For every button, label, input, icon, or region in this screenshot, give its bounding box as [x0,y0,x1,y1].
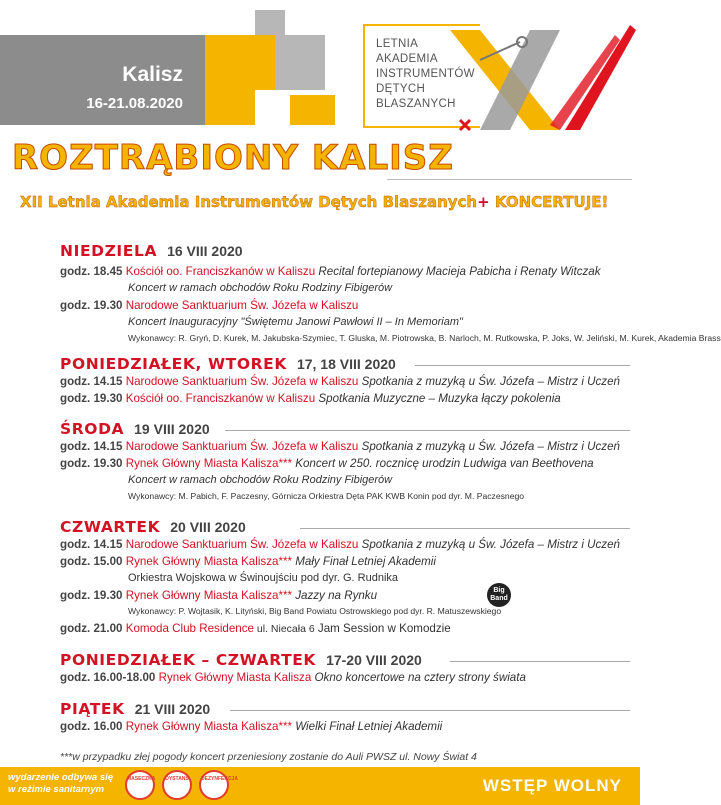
event-place: Narodowe Sanktuarium Św. Józefa w Kaliszu [125,538,359,551]
weather-note-mark: *** [278,589,292,602]
event-desc: Mały Finał Letniej Akademii [292,555,436,568]
event-desc: Jam Session w Komodzie [314,622,451,635]
distance-icon [162,770,192,800]
divider [415,365,630,366]
event-subline: Koncert w ramach obchodów Roku Rodziny Fibigerów [128,474,393,486]
event-desc: Koncert w 250. rocznicę urodzin Ludwiga van Beethovena [292,457,594,470]
event-desc: Spotkania z muzyką u Św. Józefa – Mistrz i Uczeń [358,375,620,388]
day-date: 17-20 VIII 2020 [326,652,422,668]
event-time: godz. 14.15 [60,440,123,453]
event-row [60,265,601,278]
free-entry: WSTĘP WOLNY [482,776,622,795]
city-box [0,35,205,125]
subtitle-plus: + [477,193,490,211]
mask-icon [125,770,155,800]
event-time: godz. 16.00 [60,720,123,733]
decor-square [275,35,325,90]
event-address: ul. Niecała 6 [254,623,315,635]
subtitle [20,193,608,211]
day-heading [60,355,396,373]
badge-label: DYSTANS [165,776,189,782]
performers: Wykonawcy: M. Pabich, F. Paczesny, Górnicza Orkiestra Dęta PAK KWB Konin pod dyr. M. Paczesnego [128,491,525,501]
day-heading [60,518,246,536]
event-row [60,299,358,312]
event-place: Narodowe Sanktuarium Św. Józefa w Kaliszu [125,299,359,312]
sanitary-line: wydarzenie odbywa się [8,772,114,783]
performers: Wykonawcy: R. Gryń, D. Kurek, M. Jakubska-Szymiec, T. Gluska, M. Piotrowska, B. Narloch, M. Rutkowska, P. Joks, W. Jeliński, M. Kurek, Akademia Brass [128,333,721,343]
academy-line: LETNIA [376,38,419,50]
weather-note-mark: *** [278,555,292,568]
day-heading [60,651,422,669]
footer-bar [0,767,640,805]
event-desc: Recital fortepianowy Macieja Pabicha i Renaty Witczak [315,265,601,278]
event-subline: Koncert Inauguracyjny "Świętemu Janowi Pawłowi II – In Memoriam" [128,316,463,328]
event-row [60,720,442,733]
event-row [60,392,561,405]
divider [225,430,630,431]
subtitle-main: XII Letnia Akademia Instrumentów Dętych Blaszanych [20,193,478,211]
weather-note-mark: *** [278,720,292,733]
day-date: 20 VIII 2020 [170,519,246,535]
event-subline: Koncert w ramach obchodów Roku Rodziny Fibigerów [128,282,393,294]
festival-dates: 16-21.08.2020 [86,95,183,112]
day-name: CZWARTEK [60,518,161,536]
academy-line: AKADEMIA [376,53,438,65]
sanitary-line: w reżimie sanitarnym [8,784,105,795]
big-band-logo-text: Big Band [490,587,508,602]
divider [387,179,632,180]
event-desc: Jazzy na Rynku [292,589,378,602]
weather-note-mark: *** [278,457,292,470]
festival-logo-icon [440,20,640,140]
day-heading [60,420,210,438]
event-place: Rynek Główny Miasta Kalisza [125,457,279,470]
event-time: godz. 19.30 [60,299,123,312]
academy-line: INSTRUMENTÓW [376,68,475,80]
performers: Wykonawcy: P. Wojtasik, K. Lityński, Big Band Powiatu Ostrowskiego pod dyr. R. Matuszewskiego [128,606,502,616]
day-name: PONIEDZIAŁEK – CZWARTEK [60,651,317,669]
badge-label: MASECZKA [127,776,156,782]
event-row [60,555,436,568]
day-date: 21 VIII 2020 [134,701,211,717]
event-desc: Spotkania Muzyczne – Muzyka łączy pokolenia [315,392,561,405]
event-time: godz. 16.00-18.00 [60,671,156,684]
academy-line: DĘTYCH [376,83,426,95]
disinfection-icon [199,770,238,800]
event-row [60,457,594,470]
event-subline: Orkiestra Wojskowa w Świnoujściu pod dyr. G. Rudnika [128,572,399,584]
academy-line: BLASZANYCH [376,98,456,110]
event-desc: Spotkania z muzyką u Św. Józefa – Mistrz i Uczeń [358,440,620,453]
day-name: PONIEDZIAŁEK, WTOREK [60,355,287,373]
event-place: Rynek Główny Miasta Kalisza [125,720,279,733]
event-row [60,589,377,602]
event-row [60,538,620,551]
day-name: NIEDZIELA [60,242,158,260]
day-name: ŚRODA [60,420,125,438]
divider [230,710,630,711]
decor-square [290,95,335,125]
decor-square [205,35,275,90]
event-place: Rynek Główny Miasta Kalisza [125,589,279,602]
event-time: godz. 19.30 [60,392,123,405]
day-date: 17, 18 VIII 2020 [296,356,396,372]
day-date: 16 VIII 2020 [167,243,243,259]
day-date: 19 VIII 2020 [134,421,210,437]
event-place: Komoda Club Residence [125,622,254,635]
event-row [60,440,620,453]
event-time: godz. 21.00 [60,622,123,635]
event-desc: Wielki Finał Letniej Akademii [292,720,443,733]
big-band-logo-icon [487,583,511,607]
page-title: ROZTRĄBIONY KALISZ [12,138,454,178]
divider [450,661,630,662]
event-row [60,671,526,684]
event-place: Kościół oo. Franciszkanów w Kaliszu [125,392,316,405]
day-name: PIĄTEK [60,700,125,718]
event-time: godz. 18.45 [60,265,123,278]
subtitle-tail: KONCERTUJE! [489,193,609,211]
event-desc: Okno koncertowe na cztery strony świata [311,671,526,684]
event-desc: Spotkania z muzyką u Św. Józefa – Mistrz i Uczeń [358,538,620,551]
decor-square [255,10,285,35]
sanitary-text [8,772,113,796]
day-heading [60,700,210,718]
event-time: godz. 15.00 [60,555,123,568]
event-time: godz. 14.15 [60,375,123,388]
day-heading [60,242,243,260]
event-place: Narodowe Sanktuarium Św. Józefa w Kaliszu [125,440,359,453]
city-name: Kalisz [122,63,183,86]
event-time: godz. 14.15 [60,538,123,551]
event-place: Rynek Główny Miasta Kalisza [155,671,312,684]
event-row [60,375,620,388]
weather-note: ***w przypadku złej pogody koncert przeniesiony zostanie do Auli PWSZ ul. Nowy Świat 4 [60,751,477,763]
event-time: godz. 19.30 [60,457,123,470]
divider [300,528,630,529]
badge-label: DEZYNFEKCJA [201,776,238,782]
header [0,0,640,135]
event-place: Narodowe Sanktuarium Św. Józefa w Kaliszu [125,375,359,388]
event-place: Rynek Główny Miasta Kalisza [125,555,279,568]
event-place: Kościół oo. Franciszkanów w Kaliszu [125,265,316,278]
decor-square [205,90,255,125]
event-time: godz. 19.30 [60,589,123,602]
event-row [60,622,451,635]
